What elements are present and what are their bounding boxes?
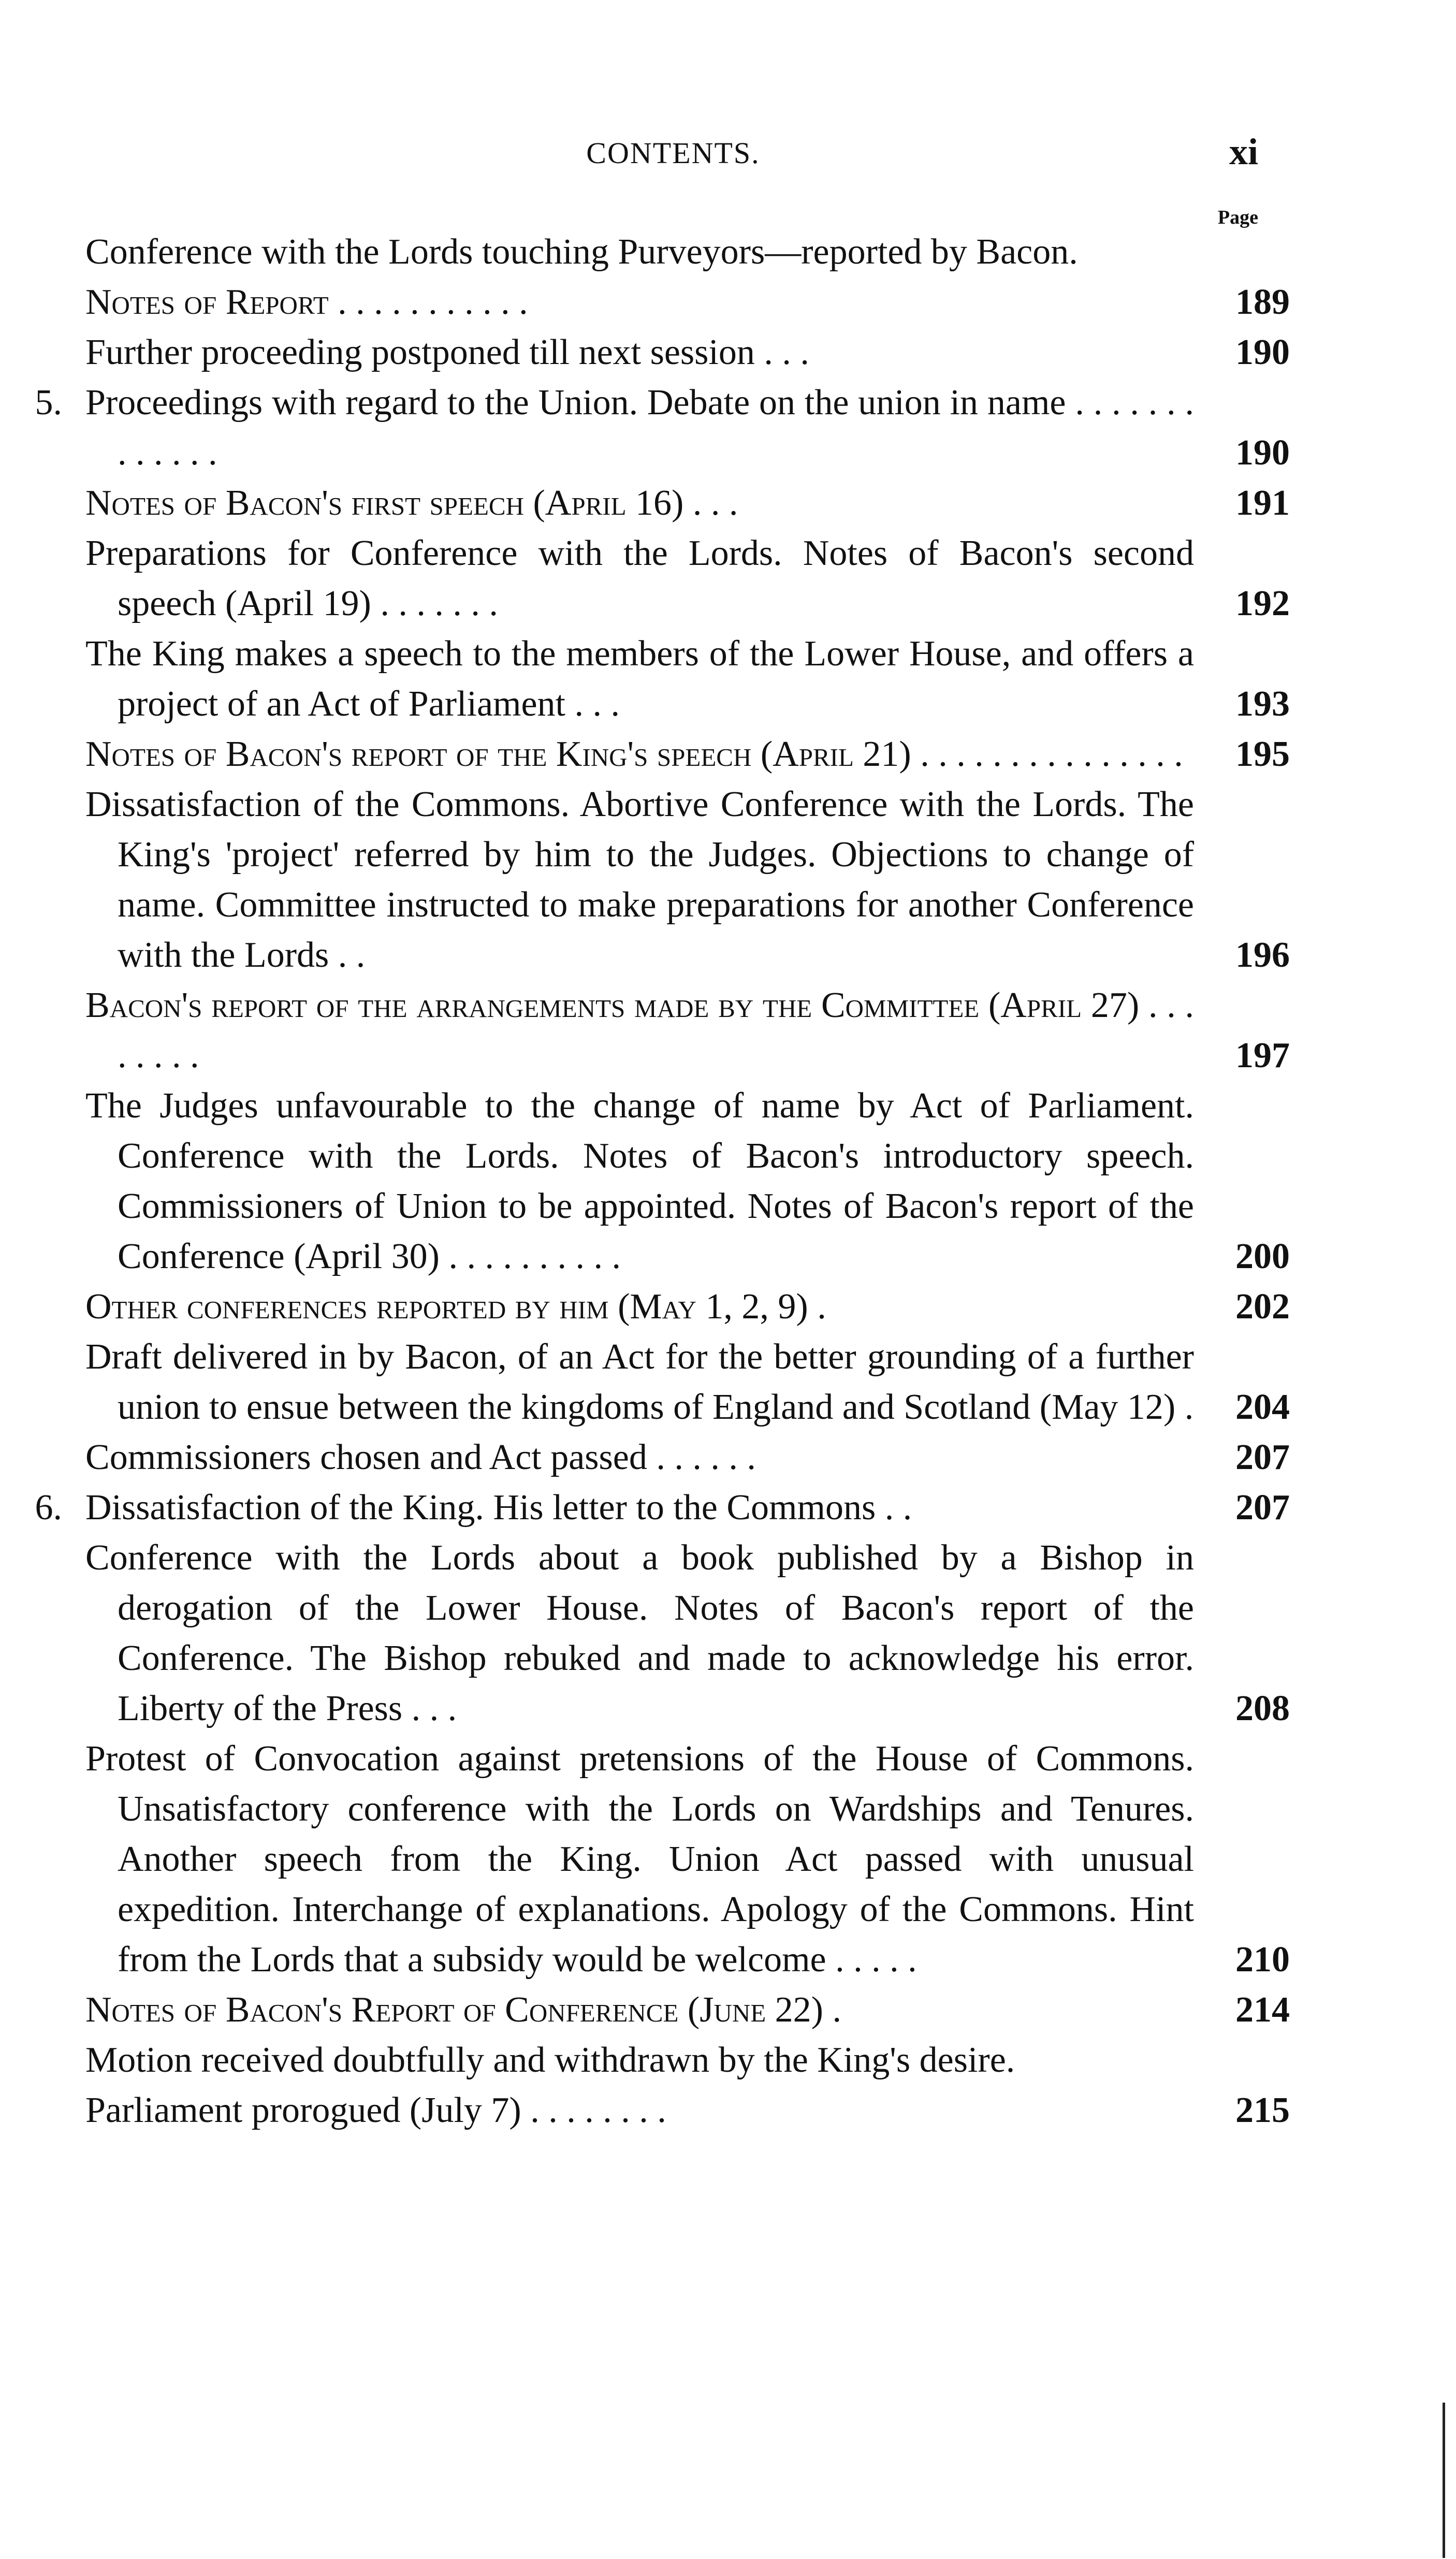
toc-entry-first-speech [85,478,1288,528]
page-number: 197 [1235,1036,1290,1075]
dot-leader: . . [884,1488,912,1528]
dot-leader: . . . [692,483,738,523]
toc-entry-motion-withdrawn [85,2035,1288,2085]
page-number: 207 [1235,1437,1290,1477]
entry-text: Further proceeding postponed till next session [85,332,755,372]
page-number: 190 [1235,332,1290,372]
page-number: 210 [1235,1940,1290,1980]
entry-text: Conference with the Lords touching Purveyors—reported by Bacon. [85,232,1078,272]
page-number: 195 [1235,734,1290,774]
entry-text: Conference with the Lords about a book published by a Bishop in derogation of the Lower House. Notes of Bacon's report of the Conference. The Bishop rebuked and made to acknowledge his error. Liberty of the Press [85,1538,1194,1728]
dot-leader: . . . [411,1689,457,1728]
folio-number: xi [1229,131,1258,172]
toc-entry-commissioners-chosen [85,1432,1288,1482]
dot-leader: . . . . . . . . . . . [338,282,528,322]
entry-text: The Judges unfavourable to the change of name by Act of Parliament. Conference with the Lords. Notes of Bacon's introductory speech. Commissioners of Union to be appointed. Notes of Bacon's report of the Conference (April 30) [85,1086,1194,1276]
entry-text: Other conferences reported by him (May 1, 2, 9) [85,1287,808,1327]
dot-leader: . . . [764,332,809,372]
dot-leader: . . . . . . . [380,584,498,623]
toc-entry-convocation-protest [85,1734,1288,1985]
page-number: 196 [1235,935,1290,975]
page-edge-mark [1443,2403,1445,2558]
entry-text: Bacon's report of the arrangements made by the Committee (April 27) [85,985,1140,1025]
dot-leader: . [1184,1387,1194,1427]
toc-entry-report-conference-june [85,1985,1288,2035]
dot-leader: . . . . . . . . . . [448,1237,621,1276]
entry-text: Draft delivered in by Bacon, of an Act for the better grounding of a further union to ensue between the kingdoms of England and Scotland (May 12) [85,1337,1194,1427]
page-number: 202 [1235,1287,1290,1327]
section-number: 6. [35,1488,62,1528]
dot-leader: . . [338,935,366,975]
entry-text: Protest of Convocation against pretensions of the House of Commons. Unsatisfactory conference with the Lords on Wardships and Tenures. Another speech from the King. Union Act passed with unusual expedition. Interchange of explanations. Apology of the Commons. Hint from the Lords that a subsidy would be welcome [85,1739,1194,1980]
page-number: 214 [1235,1990,1290,2030]
toc-entry-parliament-prorogued [85,2085,1288,2135]
page-number: 204 [1235,1387,1290,1427]
page-column-label: Page [1217,207,1258,228]
page-number: 207 [1235,1488,1290,1528]
dot-leader: . . . . . . . . . . . . . . . [920,734,1183,774]
toc-entry-dissatisfaction-commons [85,779,1288,980]
entry-text: Notes of Bacon's first speech (April 16) [85,483,684,523]
entry-text: Preparations for Conference with the Lords. Notes of Bacon's second speech (April 19) [85,533,1194,623]
section-number: 5. [35,383,62,423]
entry-text: Motion received doubtfully and withdrawn by the King's desire. [85,2040,1015,2080]
entry-text: Notes of Report [85,282,329,322]
page-number: 191 [1235,483,1290,523]
page-number: 190 [1235,433,1290,473]
entry-text: Notes of Bacon's report of the King's speech (April 21) [85,734,911,774]
dot-leader: . . . [574,684,620,724]
dot-leader: . . . . . . . . [118,985,1195,1075]
entry-text: Notes of Bacon's Report of Conference (June 22) [85,1990,823,2030]
page-number: 189 [1235,282,1290,322]
toc-entry-bishop-book [85,1533,1288,1734]
table-of-contents [0,227,1456,2135]
entry-text: Proceedings with regard to the Union. Debate on the union in name [85,383,1066,423]
dot-leader: . . . . . . . . [530,2090,666,2130]
toc-entry-draft-act [85,1332,1288,1432]
page-header [0,131,1456,182]
toc-entry-king-speech [85,629,1288,729]
toc-entry-king-dissatisfaction [35,1482,1290,1533]
toc-entry-postponed [85,327,1288,377]
toc-entry-arrangements [85,980,1288,1081]
toc-entry-second-speech [85,528,1288,629]
running-title: CONTENTS. [586,136,760,170]
entry-text: Dissatisfaction of the King. His letter to the Commons [85,1488,876,1528]
dot-leader: . . . . . . [656,1437,756,1477]
toc-entry-report-king-speech [85,729,1288,779]
page-number: 192 [1235,584,1290,623]
page-number: 215 [1235,2090,1290,2130]
entry-text: The King makes a speech to the members of the Lower House, and offers a project of an Act of Parliament [85,634,1194,724]
dot-leader: . . . . . [835,1940,917,1980]
entry-text: Commissioners chosen and Act passed [85,1437,647,1477]
page-number: 208 [1235,1689,1290,1728]
dot-leader: . [817,1287,826,1327]
toc-entry-conference-purveyors [85,227,1288,277]
page-number: 200 [1235,1237,1290,1276]
dot-leader: . [832,1990,841,2030]
dot-leader: . . . . . . . . . . . . . [118,383,1194,473]
entry-text: Dissatisfaction of the Commons. Abortive Conference with the Lords. The King's 'project' referred by him to the Judges. Objections to change of name. Committee instructed to make preparations for another Conference with the Lords [85,784,1194,975]
page-number: 193 [1235,684,1290,724]
entry-text: Parliament prorogued (July 7) [85,2090,521,2130]
toc-entry-judges-unfavourable [85,1081,1288,1282]
toc-entry-union-proceedings [35,377,1290,478]
toc-entry-other-conferences [85,1282,1288,1332]
toc-entry-notes-of-report [85,277,1288,327]
